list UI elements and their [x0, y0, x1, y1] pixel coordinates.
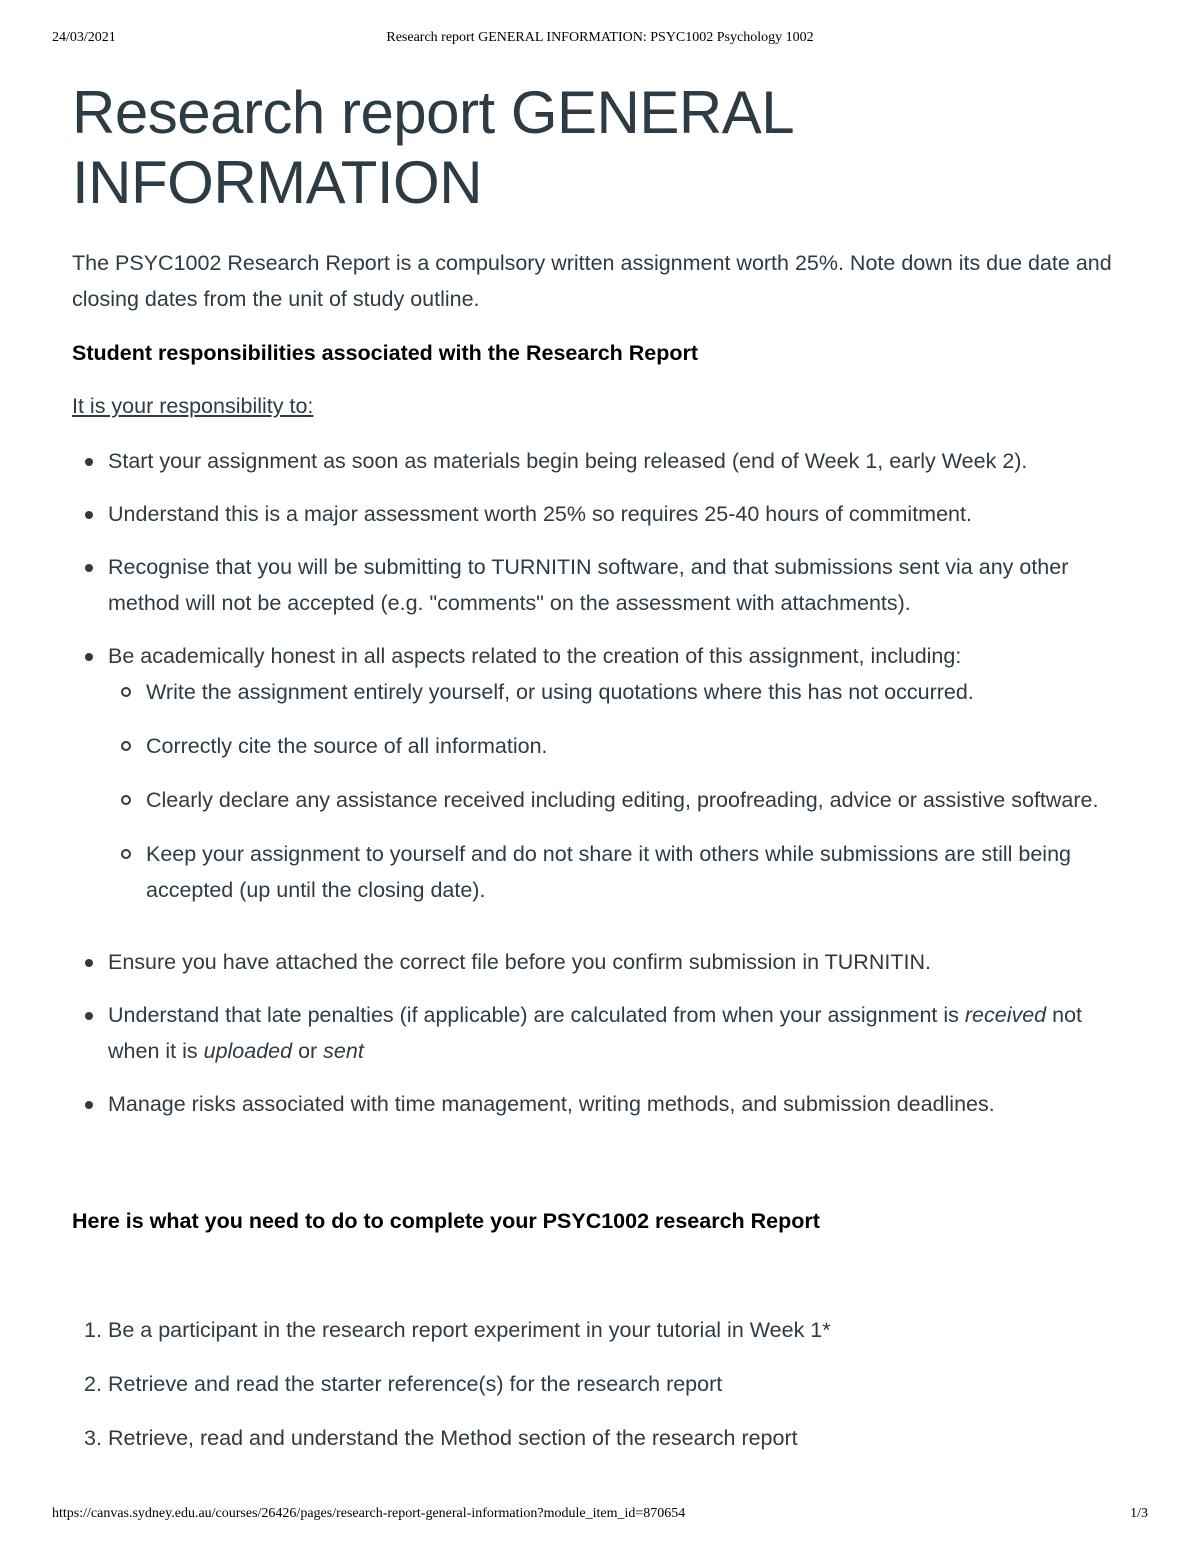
- list-item: [108, 1086, 1132, 1122]
- sub-list-item-text: Correctly cite the source of all information.: [146, 734, 548, 758]
- step-number: 3.: [84, 1426, 102, 1450]
- bullet-icon: [85, 653, 93, 661]
- page-count: 1/3: [1130, 1506, 1148, 1521]
- late-penalty-text-c: not when it is: [108, 1003, 1083, 1063]
- responsibilities-intro: It is your responsibility to:: [72, 394, 314, 418]
- step-text: Retrieve and read the starter reference(s) for the research report: [108, 1372, 723, 1396]
- hollow-bullet-icon: [121, 687, 131, 697]
- list-item-text: Understand this is a major assessment worth 25% so requires 25-40 hours of commitment.: [108, 502, 972, 526]
- print-header: [52, 30, 1148, 50]
- sub-list-item: [146, 782, 1132, 818]
- list-item: [108, 997, 1132, 1069]
- bullet-icon: [85, 1012, 93, 1020]
- step-number: 1.: [84, 1318, 102, 1342]
- late-penalty-text-a: Understand that late penalties (if applicable) are calculated from when your assignment is: [108, 1003, 965, 1027]
- page-content: [72, 78, 1132, 1474]
- hollow-bullet-icon: [121, 741, 131, 751]
- list-item-text: Start your assignment as soon as materials begin being released (end of Week 1, early Week 2).: [108, 449, 1028, 473]
- step-item: [84, 1420, 1132, 1456]
- print-title: Research report GENERAL INFORMATION: PSYC1002 Psychology 1002: [386, 30, 814, 45]
- hollow-bullet-icon: [121, 795, 131, 805]
- late-penalty-received: received: [964, 1003, 1047, 1027]
- print-url: https://canvas.sydney.edu.au/courses/26426/pages/research-report-general-information?module_item_id=870654: [52, 1506, 686, 1521]
- bullet-icon: [85, 458, 93, 466]
- step-item: [84, 1366, 1132, 1402]
- list-item-text: Ensure you have attached the correct file before you confirm submission in TURNITIN.: [108, 950, 931, 974]
- sub-list-item-text: Keep your assignment to yourself and do not share it with others while submissions are still being accepted (up until the closing date).: [146, 842, 1071, 902]
- intro-paragraph: The PSYC1002 Research Report is a compulsory written assignment worth 25%. Note down its due date and closing dates from the unit of study outline.: [72, 251, 1112, 311]
- responsibilities-list: [72, 443, 1132, 1122]
- sub-list-item: [146, 674, 1132, 710]
- hollow-bullet-icon: [121, 849, 131, 859]
- page-title: Research report GENERAL INFORMATION: [72, 79, 792, 216]
- bullet-icon: [85, 959, 93, 967]
- list-item: [108, 638, 1132, 908]
- list-item: [108, 549, 1132, 621]
- step-item: [84, 1312, 1132, 1348]
- sub-list-item: [146, 836, 1132, 908]
- late-penalty-uploaded: uploaded: [203, 1039, 293, 1063]
- bullet-icon: [85, 511, 93, 519]
- honesty-sublist: [108, 674, 1132, 908]
- late-penalty-text-e: or: [292, 1039, 324, 1063]
- bullet-icon: [85, 564, 93, 572]
- step-text: Be a participant in the research report experiment in your tutorial in Week 1*: [108, 1318, 831, 1342]
- bullet-icon: [85, 1101, 93, 1109]
- print-date: 24/03/2021: [52, 30, 116, 45]
- list-item: [108, 496, 1132, 532]
- sub-list-item-text: Write the assignment entirely yourself, or using quotations where this has not occurred.: [146, 680, 974, 704]
- print-footer: [52, 1506, 1148, 1526]
- list-item-text: Recognise that you will be submitting to TURNITIN software, and that submissions sent via any other method will not be accepted (e.g. "comments" on the assessment with attachments).: [108, 555, 1069, 615]
- list-item: [108, 944, 1132, 980]
- step-text: Retrieve, read and understand the Method section of the research report: [108, 1426, 798, 1450]
- list-item-text: Manage risks associated with time management, writing methods, and submission deadlines.: [108, 1092, 995, 1116]
- sub-list-item: [146, 728, 1132, 764]
- todo-heading: Here is what you need to do to complete your PSYC1002 research Report: [72, 1209, 820, 1233]
- list-item: [108, 443, 1132, 479]
- step-number: 2.: [84, 1372, 102, 1396]
- steps-list: [72, 1312, 1132, 1456]
- list-item-text: Be academically honest in all aspects related to the creation of this assignment, including:: [108, 644, 962, 668]
- late-penalty-sent: sent: [323, 1039, 364, 1063]
- responsibilities-heading: Student responsibilities associated with the Research Report: [72, 341, 699, 365]
- sub-list-item-text: Clearly declare any assistance received including editing, proofreading, advice or assistive software.: [146, 788, 1099, 812]
